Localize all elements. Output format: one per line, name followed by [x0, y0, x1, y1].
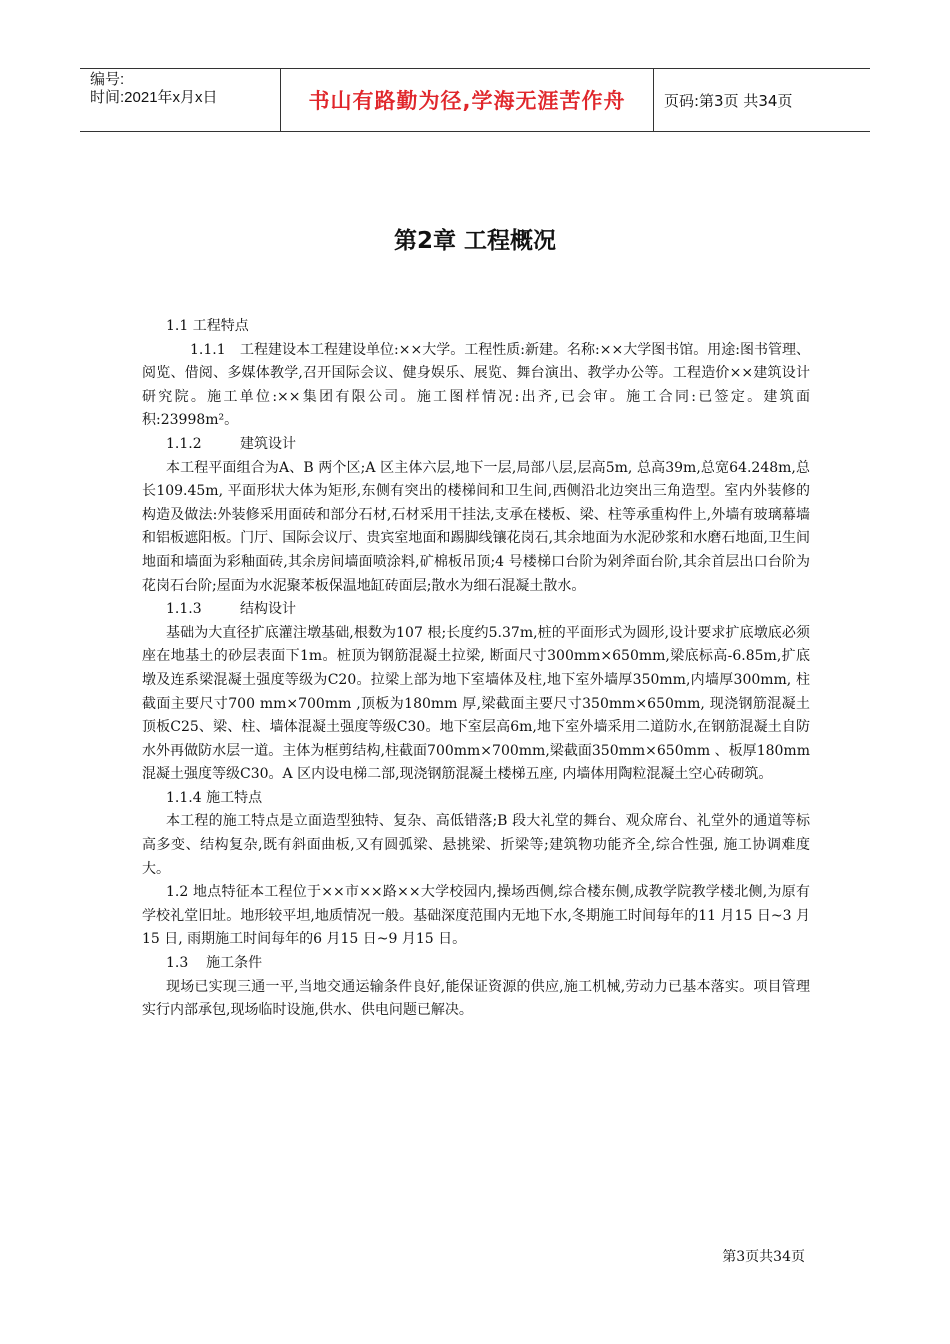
chapter-title: 第2章 工程概况	[393, 228, 556, 254]
section-heading-1-3: 1.3 施工条件	[166, 955, 263, 972]
paragraph-1-1-3: 基础为大直径扩底灌注墩基础,根数为107 根;长度约5.37m,桩的平面形式为圆形,设计要求扩底墩底必须座在地基土的砂层表面下1m。桩顶为钢筋混凝土拉梁, 断面尺寸300mm×650mm,梁底标高-6.85m,扩底墩及连系梁混凝土强度等级为C20。拉梁上部为地下室墙体及柱,地下室外墙厚350mm,内墙厚300mm, 柱截面主要尺寸700 mm×700mm ,顶板为180mm 厚,梁截面主要尺寸350mm×650mm, 现浇钢筋混凝土顶板C25、梁、柱、墙体混凝土强度等级C30。地下室层高6m,地下室外墙采用二道防水,在钢筋混凝土自防水外再做防水层一道。主体为框剪结构,柱截面700mm×700mm,梁截面350mm×650mm 、板厚180mm 混凝土强度等级C30。A 区内设电梯二部,现浇钢筋混凝土楼梯五座, 内墙体用陶粒混凝土空心砖砌筑。	[142, 624, 810, 783]
page-header	[80, 68, 870, 132]
section-number-1-1-2: 1.1.2	[166, 435, 202, 452]
paragraph-1-1-1	[142, 339, 810, 433]
header-motto: 书山有路勤为径,学海无涯苦作舟	[280, 69, 654, 131]
paragraph-1-2: 1.2 地点特征本工程位于××市××路××大学校园内,操场西侧,综合楼东侧,成教学院教学楼北侧,为原有学校礼堂旧址。地形较平坦,地质情况一般。基础深度范围内无地下水,冬期施工时间每年的11 月15 日~3 月15 日, 雨期施工时间每年的6 月15 日~9 月15 日。	[142, 884, 810, 948]
header-meta	[80, 69, 280, 131]
paragraph-text-1-1-1: 工程建设本工程建设单位:××大学。工程性质:新建。名称:××大学图书馆。用途:图书管理、阅览、借阅、多媒体教学,召开国际会议、健身娱乐、展览、舞台演出、教学办公等。工程造价××建筑设计研究院。施工单位:××集团有限公司。施工图样情况:出齐,已会审。施工合同:已签定。建筑面积:23998m²。	[142, 341, 810, 429]
header-time-label: 时间:2021年x月x日	[90, 89, 218, 106]
section-number-1-1-3: 1.1.3	[166, 601, 202, 618]
paragraph-1-1-4: 本工程的施工特点是立面造型独特、复杂、高低错落;B 段大礼堂的舞台、观众席台、礼堂外的通道等标高多变、结构复杂,既有斜面曲板,又有圆弧梁、悬挑梁、折梁等;建筑物功能齐全,综合性强, 施工协调难度大。	[142, 813, 810, 877]
section-heading-1-1-4: 1.1.4 施工特点	[166, 789, 263, 806]
section-heading-1-1: 1.1 工程特点	[166, 318, 249, 334]
paragraph-1-3: 现场已实现三通一平,当地交通运输条件良好,能保证资源的供应,施工机械,劳动力已基本落实。项目管理实行内部承包,现场临时设施,供水、供电问题已解决。	[142, 978, 810, 1019]
header-number-label: 编号:	[90, 71, 125, 88]
document-body	[142, 315, 810, 1023]
page-footer: 第3页共34页	[722, 1249, 805, 1265]
paragraph-1-1-2: 本工程平面组合为A、B 两个区;A 区主体六层,地下一层,局部八层,层高5m, 总高39m,总宽64.248m,总长109.45m, 平面形状大体为矩形,东侧有突出的楼梯间和卫生间,西侧沿北边突出三角造型。室内外装修的构造及做法:外装修采用面砖和部分石材,石材采用干挂法,支承在楼板、梁、柱等承重构件上,外墙有玻璃幕墙和铝板遮阳板。门厅、国际会议厅、贵宾室地面和踢脚线镶花岗石,其余地面为水泥砂浆和水磨石地面,卫生间地面和墙面为彩釉面砖,其余房间墙面喷涂料,矿棉板吊顶;4 号楼梯口台阶为剁斧面台阶,其余首层出口台阶为花岗石台阶;屋面为水泥聚苯板保温地缸砖面层;散水为细石混凝土散水。	[142, 459, 810, 594]
header-page-info: 页码:第3页 共34页	[664, 91, 793, 110]
section-heading-1-1-3	[142, 598, 810, 622]
section-title-1-1-2: 建筑设计	[240, 435, 296, 452]
section-heading-1-1-2	[142, 433, 810, 457]
section-title-1-1-3: 结构设计	[240, 601, 296, 618]
section-number-1-1-1: 1.1.1	[190, 341, 226, 358]
